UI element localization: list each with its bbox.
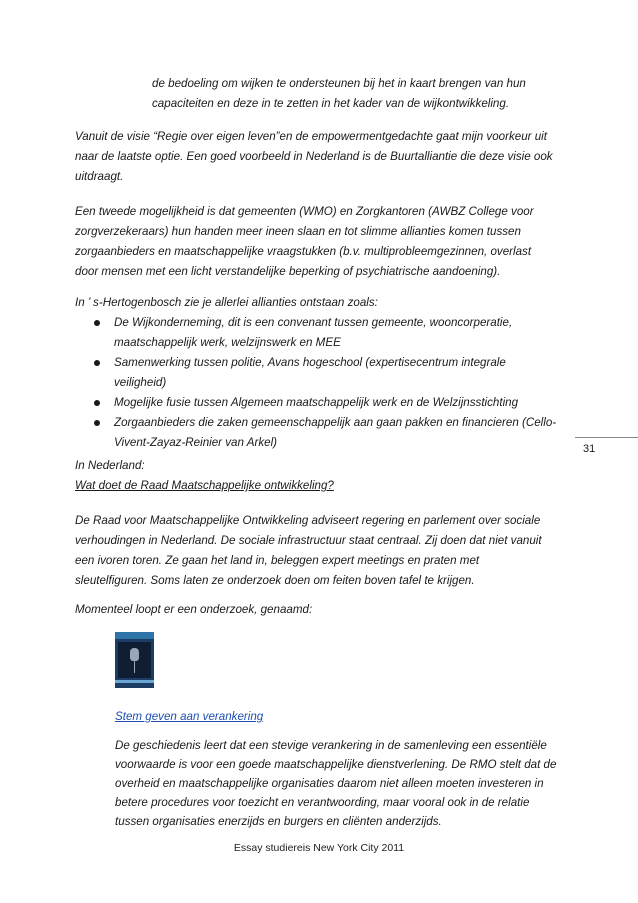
bullet-icon [94, 320, 100, 326]
text-line: Mogelijke fusie tussen Algemeen maatschappelijk werk en de Welzijnsstichting [114, 396, 519, 409]
bullet-icon [94, 400, 100, 406]
report-cover-thumbnail[interactable] [115, 632, 154, 688]
text-line: In ’ s-Hertogenbosch zie je allerlei allianties ontstaan zoals: [75, 296, 378, 309]
text-line: zorgaanbieders en maatschappelijke vraagstukken (b.v. multiprobleemgezinnen, overlast [75, 245, 532, 258]
text-line: veiligheid) [114, 376, 167, 389]
page-number-rule [575, 437, 638, 438]
list-item [88, 413, 556, 453]
text-line: uitdraagt. [75, 170, 124, 183]
report-link[interactable]: Stem geven aan verankering [115, 710, 264, 723]
paragraph-visie [75, 127, 575, 187]
text-line: maatschappelijk werk, welzijnswerk en MEE [114, 336, 341, 349]
text-line: capaciteiten en deze in te zetten in het kader van de wijkontwikkeling. [152, 97, 510, 110]
bullet-icon [94, 420, 100, 426]
text-line: Momenteel loopt er een onderzoek, genaamd: [75, 603, 313, 616]
text-line: Vivent-Zayaz-Reinier van Arkel) [114, 436, 278, 449]
text-line: voorwaarde is voor een goede maatschappelijke dienstverlening. De RMO stelt dat de [115, 758, 557, 771]
text-line: sleutelfiguren. Soms laten ze onderzoek doen om feiten boven tafel te krijgen. [75, 574, 475, 587]
text-line: overheid en maatschappelijke organisaties daarom niet alleen moeten investeren in [115, 777, 544, 790]
text-line: door mensen met een licht verstandelijke beperking of psychiatrische aandoening). [75, 265, 501, 278]
text-line: De Raad voor Maatschappelijke Ontwikkeling adviseert regering en parlement over sociale [75, 514, 541, 527]
alliance-bullet-list [88, 313, 556, 453]
page-footer: Essay studiereis New York City 2011 [233, 842, 405, 854]
hertogenbosch-intro [75, 293, 575, 313]
text-line: naar de laatste optie. Een goed voorbeeld in Nederland is de Buurtalliantie die deze visie ook [75, 150, 553, 163]
text-line: verhoudingen in Nederland. De sociale infrastructuur staat centraal. Zij doen dat niet vanuit [75, 534, 542, 547]
paragraph-geschiedenis [115, 736, 565, 831]
text-line: Zorgaanbieders die zaken gemeenschappelijk aan gaan pakken en financieren (Cello- [114, 416, 557, 429]
list-item [88, 313, 556, 353]
in-nederland-heading [75, 456, 575, 496]
text-line: tussen organisaties enerzijds en burgers en cliënten anderzijds. [115, 815, 442, 828]
text-line: de bedoeling om wijken te ondersteunen bij het in kaart brengen van hun [152, 77, 526, 90]
text-line: Een tweede mogelijkheid is dat gemeenten (WMO) en Zorgkantoren (AWBZ College voor [75, 205, 534, 218]
list-item [88, 393, 556, 413]
indented-paragraph [152, 74, 526, 114]
report-link-block [115, 707, 565, 727]
question-heading: Wat doet de Raad Maatschappelijke ontwikkeling? [75, 479, 334, 492]
text-line: De geschiedenis leert dat een stevige verankering in de samenleving een essentiële [115, 739, 547, 752]
momenteel-line [75, 600, 575, 620]
text-line: De Wijkonderneming, dit is een convenant tussen gemeente, wooncorperatie, [114, 316, 513, 329]
page-number: 31 [583, 443, 596, 455]
paragraph-tweede-mogelijkheid [75, 202, 575, 282]
text-line: In Nederland: [75, 459, 145, 472]
bullet-icon [94, 360, 100, 366]
list-item [88, 353, 556, 393]
text-line: een ivoren toren. Ze gaan het land in, beleggen expert meetings en praten met [75, 554, 480, 567]
paragraph-raad [75, 511, 575, 591]
text-line: Samenwerking tussen politie, Avans hogeschool (expertisecentrum integrale [114, 356, 506, 369]
text-line: Vanuit de visie “Regie over eigen leven”en de empowermentgedachte gaat mijn voorkeur uit [75, 130, 547, 143]
text-line: betere procedures voor toezicht en verantwoording, maar vooral ook in de relatie [115, 796, 530, 809]
microphone-icon [130, 648, 139, 661]
text-line: zorgverzekeraars) hun handen meer ineen slaan en tot slimme allianties komen tussen [75, 225, 521, 238]
